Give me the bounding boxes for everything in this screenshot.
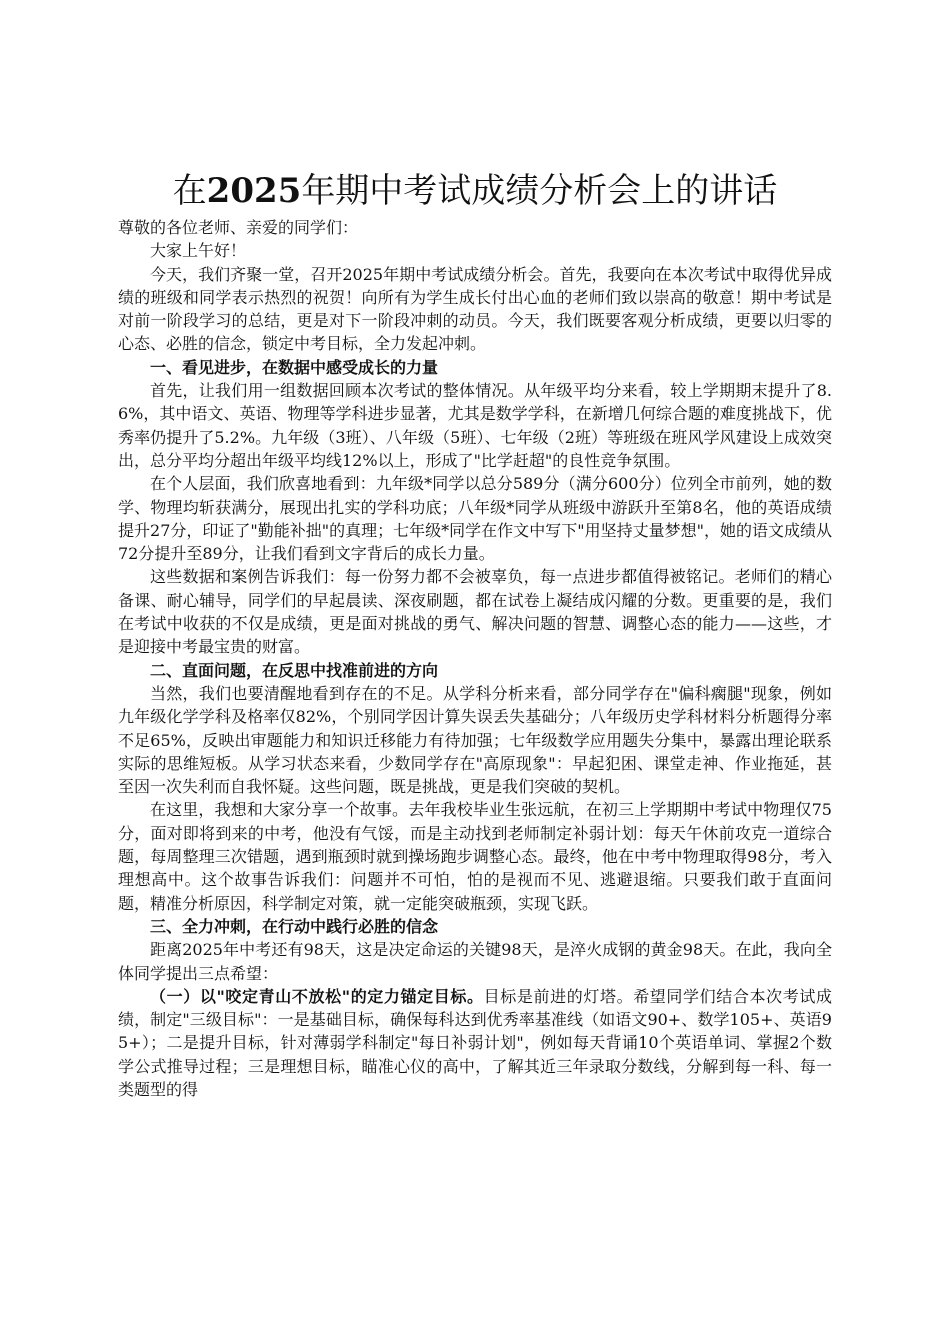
greeting: 大家上午好！: [150, 241, 247, 261]
section-2-paragraph-1: 当然，我们也要清醒地看到存在的不足。从学科分析来看，部分同学存在"偏科瘸腿"现象，例如九年级化学学科及格率仅82%，个别同学因计算失误丢失基础分；八年级历史学科材料分析题得分率不足65%，反映出审题能力和知识迁移能力有待加强；七年级数学应用题失分集中，暴露出理论联系实际的思维短板。从学习状态来看，少数同学存在"高原现象"：早起犯困、课堂走神、作业拖延，甚至因一次失利而自我怀疑。这些问题，既是挑战，更是我们突破的契机。: [118, 683, 832, 797]
section-1-paragraph-2: 在个人层面，我们欣喜地看到：九年级*同学以总分589分（满分600分）位列全市前列，她的数学、物理均斩获满分，展现出扎实的学科功底；八年级*同学从班级中游跃升至第8名，他的英语成绩提升27分，印证了"勤能补拙"的真理；七年级*同学在作文中写下"用坚持丈量梦想"，她的语文成绩从72分提升至89分，让我们看到文字背后的成长力量。: [118, 474, 832, 564]
section-1-heading: 一、看见进步，在数据中感受成长的力量: [150, 357, 439, 377]
section-1-paragraph-3: 这些数据和案例告诉我们：每一份努力都不会被辜负，每一点进步都值得被铭记。老师们的精心备课、耐心辅导，同学们的早起晨读、深夜刷题，都在试卷上凝结成闪耀的分数。更重要的是，我们在考试中收获的不仅是成绩，更是面对挑战的勇气、解决问题的智慧、调整心态的能力——这些，才是迎接中考最宝贵的财富。: [118, 567, 832, 657]
salutation: 尊敬的各位老师、亲爱的同学们：: [118, 218, 359, 237]
section-3-item-1-lead: （一）以"咬定青山不放松"的定力锚定目标。: [150, 986, 484, 1006]
section-3-heading: 三、全力冲刺，在行动中践行必胜的信念: [150, 916, 439, 936]
document-title: [118, 168, 832, 214]
title-prefix: 在: [172, 171, 207, 211]
section-3-item-1: [118, 985, 832, 1101]
document-page: [118, 168, 832, 1101]
section-2-paragraph-2: 在这里，我想和大家分享一个故事。去年我校毕业生张远航，在初三上学期期中考试中物理仅75分，面对即将到来的中考，他没有气馁，而是主动找到老师制定补弱计划：每天午休前攻克一道综合题，每周整理三次错题，遇到瓶颈时就到操场跑步调整心态。最终，他在中考中物理取得98分，考入理想高中。这个故事告诉我们：问题并不可怕，怕的是视而不见、逃避退缩。只要我们敢于直面问题，精准分析原因，科学制定对策，就一定能突破瓶颈，实现飞跃。: [118, 800, 832, 913]
section-2-heading: 二、直面问题，在反思中找准前进的方向: [150, 660, 439, 680]
title-suffix: 年期中考试成绩分析会上的讲话: [301, 171, 778, 211]
intro-paragraph: 今天，我们齐聚一堂，召开2025年期中考试成绩分析会。首先，我要向在本次考试中取得优异成绩的班级和同学表示热烈的祝贺！向所有为学生成长付出心血的老师们致以崇高的敬意！期中考试是对前一阶段学习的总结，更是对下一阶段冲刺的动员。今天，我们既要客观分析成绩，更要以归零的心态、必胜的信念，锁定中考目标，全力发起冲刺。: [118, 264, 832, 354]
title-year: 2025: [206, 171, 302, 211]
section-3-paragraph-1: 距离2025年中考还有98天，这是决定命运的关键98天，是淬火成钢的黄金98天。在此，我向全体同学提出三点希望：: [118, 940, 832, 983]
section-1-paragraph-1: 首先，让我们用一组数据回顾本次考试的整体情况。从年级平均分来看，较上学期期末提升了8.6%，其中语文、英语、物理等学科进步显著，尤其是数学学科，在新增几何综合题的难度挑战下，优秀率仍提升了5.2%。九年级（3班）、八年级（5班）、七年级（2班）等班级在班风学风建设上成效突出，总分平均分超出年级平均线12%以上，形成了"比学赶超"的良性竞争氛围。: [118, 381, 832, 470]
section-3-item-1-text: 目标是前进的灯塔。希望同学们结合本次考试成绩，制定"三级目标"：一是基础目标，确保每科达到优秀率基准线（如语文90+、数学105+、英语95+）；二是提升目标，针对薄弱学科制定"每日补弱计划"，例如每天背诵10个英语单词、掌握2个数学公式推导过程；三是理想目标，瞄准心仪的高中，了解其近三年录取分数线，分解到每一科、每一类题型的得: [118, 986, 832, 1099]
